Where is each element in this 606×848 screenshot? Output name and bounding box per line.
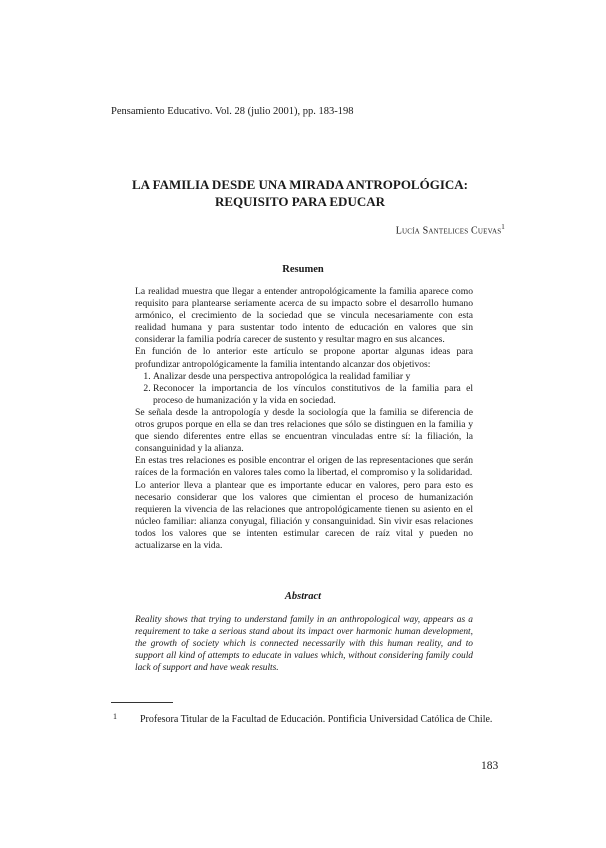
abstract-body: Reality shows that trying to understand family in an anthropological way, appears as a requirement to take a serious stand about its impact over harmonic human development, the growth of society which is connected necessarily with this human reality, and to support all kind of attempts to educate in values which, without considering family could lack of support and have weak results.: [135, 615, 473, 673]
objective-item: 1. Analizar desde una perspectiva antropológica la realidad familiar y: [153, 371, 473, 383]
resumen-heading: Resumen: [282, 264, 324, 275]
resumen-paragraph: La realidad muestra que llegar a entender antropológicamente la familia aparece como requisito para plantearse seriamente acerca de su impacto sobre el desarrollo humano armónico, el crecimiento de la sociedad que se vincula necesariamente con esta realidad humana y para sustentar todo intento de educación en valores que sin considerar la familia podría carecer de sustento y resultar magro en sus alcances.: [135, 286, 473, 346]
footnote-divider: [111, 702, 173, 703]
author-name: [396, 223, 505, 236]
resumen-paragraph: Lo anterior lleva a plantear que es importante educar en valores, pero para esto es necesario considerar que los valores que cimientan el proceso de humanización requieren la vivencia de las relaciones que antropológicamente tienen su asiento en el núcleo familiar: alianza conyugal, filiación y consanguinidad. Sin vivir esas relaciones todos los valores que se intenten estimular carecen de raíz vital y pueden no actualizarse en la vida.: [135, 479, 473, 551]
resumen-paragraph: En función de lo anterior este artículo se propone aportar algunas ideas para profundizar antropológicamente la familia intentando alcanzar dos objetivos:: [135, 346, 473, 370]
journal-header: Pensamiento Educativo. Vol. 28 (julio 2001), pp. 183-198: [111, 106, 354, 117]
resumen-paragraph: En estas tres relaciones es posible encontrar el origen de las representaciones que serán raíces de la formación en valores tales como la libertad, el compromiso y la solidaridad.: [135, 455, 473, 479]
objectives-list: [135, 371, 473, 407]
abstract-heading: Abstract: [284, 591, 322, 602]
objective-item: 2. Reconocer la importancia de los vínculos constitutivos de la familia para el proceso de humanización y la vida en sociedad.: [153, 383, 473, 407]
footnote-marker: 1: [113, 712, 117, 721]
page-number: 183: [481, 760, 499, 772]
title-line-2: REQUISITO PARA EDUCAR: [215, 194, 385, 209]
title-line-1: LA FAMILIA DESDE UNA MIRADA ANTROPOLÓGICA:: [132, 177, 468, 192]
resumen-body: [135, 286, 473, 552]
footnote-text: Profesora Titular de la Facultad de Educación. Pontificia Universidad Católica de Chile.: [140, 714, 493, 725]
author-text: Lucía Santelices Cuevas: [395, 225, 502, 237]
resumen-paragraph: Se señala desde la antropología y desde la sociología que la familia se diferencia de otros grupos porque en ella se dan tres relaciones que sólo se distinguen en la familia y que siendo diferentes entre ellas se encuentran vinculadas entre sí: la filiación, la consanguinidad y la alianza.: [135, 406, 473, 455]
article-title: [100, 176, 500, 210]
author-footnote-marker: 1: [501, 223, 505, 231]
